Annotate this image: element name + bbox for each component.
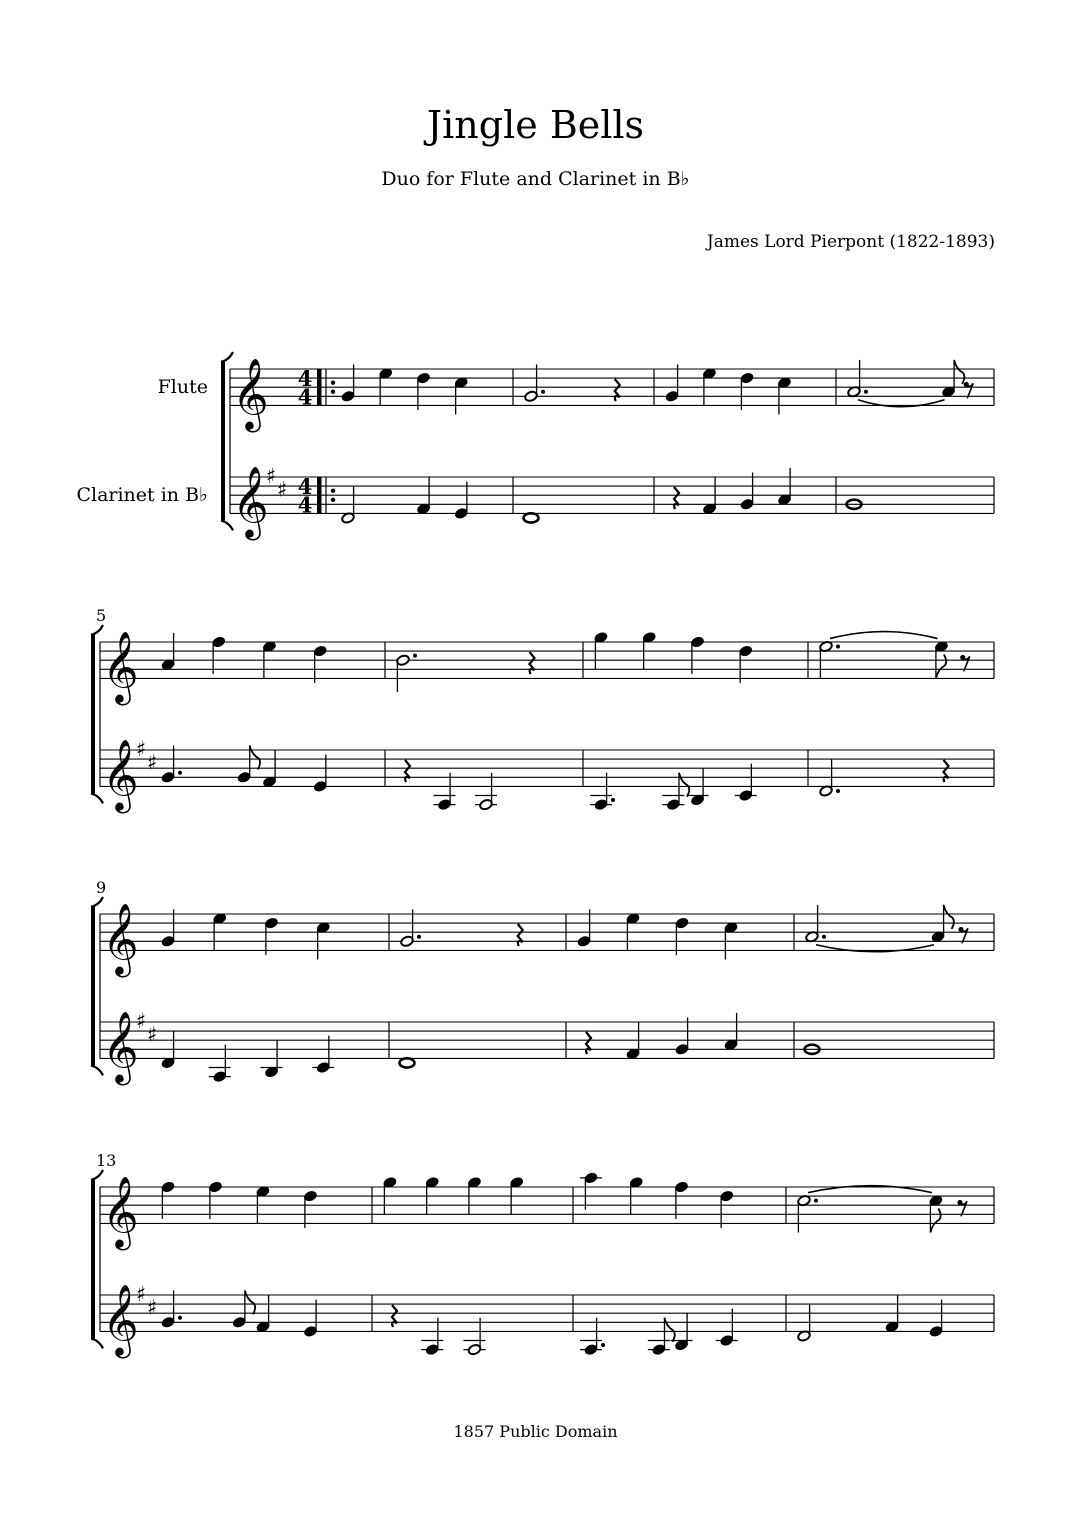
treble-clef-icon: 𝄞 <box>102 1174 139 1248</box>
quarter-rest-icon <box>674 487 679 509</box>
sharp-icon: ♯ <box>147 750 158 775</box>
measure-number: 9 <box>96 878 107 897</box>
quarter-rest-icon <box>586 1032 591 1054</box>
quarter-rest-icon <box>405 760 410 782</box>
augmentation-dot <box>417 935 421 939</box>
repeat-thick-bar <box>317 477 322 513</box>
sharp-icon: ♯ <box>147 1295 158 1320</box>
time-signature-top: 4 <box>297 366 313 392</box>
system-bracket <box>91 635 95 793</box>
sharp-icon: ♯ <box>277 477 288 502</box>
treble-clef-icon: 𝄞 <box>102 1009 139 1083</box>
eighth-flag-icon <box>664 1318 674 1342</box>
quarter-rest-icon <box>615 379 620 401</box>
composer-credit: James Lord Pierpont (1822-1893) <box>706 232 995 252</box>
eighth-flag-icon <box>245 1290 255 1314</box>
augmentation-dot <box>836 645 840 649</box>
augmentation-dot <box>814 1199 818 1203</box>
score-subtitle: Duo for Flute and Clarinet in B♭ <box>381 168 690 190</box>
treble-clef-icon: 𝄞 <box>102 629 139 703</box>
treble-clef-icon: 𝄞 <box>232 464 269 538</box>
time-signature-bottom: 4 <box>297 384 313 410</box>
augmentation-dot <box>822 935 826 939</box>
whole-note-head <box>524 513 539 522</box>
system-2 <box>91 606 994 813</box>
sharp-icon: ♯ <box>147 1022 158 1047</box>
eighth-flag-icon <box>944 905 954 929</box>
time-signature-top: 4 <box>297 474 313 500</box>
measure-number: 13 <box>96 1151 117 1170</box>
augmentation-dot <box>836 789 840 793</box>
eighth-flag-icon <box>250 745 260 769</box>
whole-note-head <box>400 1058 415 1067</box>
repeat-dot <box>331 498 335 502</box>
quarter-rest-icon <box>392 1305 397 1327</box>
augmentation-dot <box>178 771 182 775</box>
copyright-footer: 1857 Public Domain <box>453 1422 618 1441</box>
treble-clef-icon: 𝄞 <box>102 737 139 811</box>
system-3 <box>91 878 994 1085</box>
quarter-rest-icon <box>944 760 949 782</box>
sharp-icon: ♯ <box>136 1009 147 1033</box>
repeat-dot <box>331 488 335 492</box>
treble-clef-icon: 𝄞 <box>232 356 269 430</box>
sharp-icon: ♯ <box>266 464 277 488</box>
augmentation-dot <box>541 390 545 394</box>
quarter-rest-icon <box>518 924 523 946</box>
instrument-name-clarinet: Clarinet in B♭ <box>76 484 208 507</box>
eighth-flag-icon <box>954 360 964 384</box>
quarter-rest-icon <box>530 652 535 674</box>
augmentation-dot <box>178 1316 182 1320</box>
treble-clef-icon: 𝄞 <box>102 1282 139 1356</box>
score-title: Jingle Bells <box>426 103 645 147</box>
eighth-flag-icon <box>936 654 946 678</box>
system-bracket <box>91 907 95 1065</box>
instrument-name-flute: Flute <box>157 376 208 399</box>
system-bracket <box>91 1180 95 1338</box>
system-4 <box>91 1151 994 1358</box>
augmentation-dot <box>413 654 417 658</box>
repeat-dot <box>331 380 335 384</box>
augmentation-dot <box>611 798 615 802</box>
treble-clef-icon: 𝄞 <box>102 901 139 975</box>
eighth-flag-icon <box>930 1209 940 1233</box>
system-1 <box>76 352 994 540</box>
augmentation-dot <box>864 390 868 394</box>
measure-number: 5 <box>96 606 107 625</box>
augmentation-dot <box>601 1343 605 1347</box>
sharp-icon: ♯ <box>136 1282 147 1306</box>
system-bracket <box>221 362 225 520</box>
repeat-dot <box>331 390 335 394</box>
tie-curve <box>830 632 938 639</box>
eighth-flag-icon <box>679 773 689 797</box>
repeat-thick-bar <box>317 369 322 405</box>
time-signature-bottom: 4 <box>297 492 313 518</box>
sharp-icon: ♯ <box>136 737 147 761</box>
